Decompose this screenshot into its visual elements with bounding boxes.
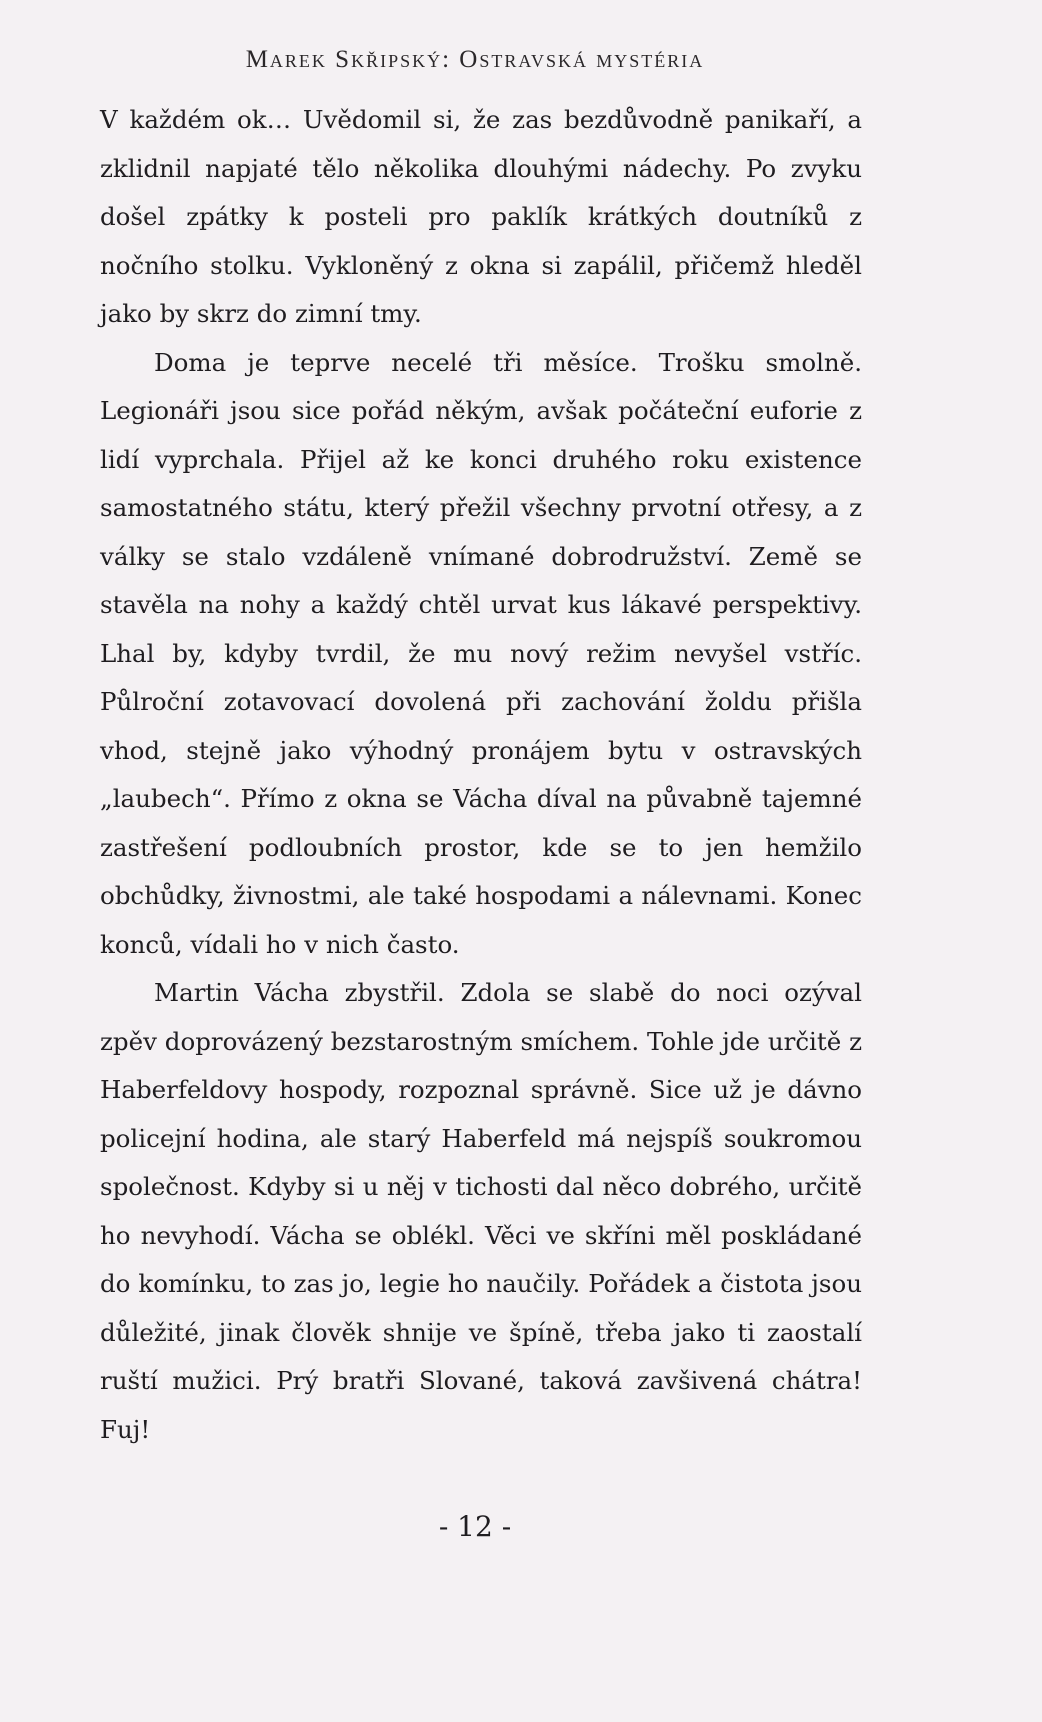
- body-text: [100, 96, 862, 1454]
- paragraph-1: V každém ok… Uvědomil si, že zas bezdůvodně panikaří, a zklidnil napjaté tělo několika dlouhými nádechy. Po zvyku došel zpátky k posteli pro paklík krátkých doutníků z nočního stolku. Vykloněný z okna si zapálil, přičemž hleděl jako by skrz do zimní tmy.: [100, 105, 862, 328]
- paragraph-3: Martin Vácha zbystřil. Zdola se slabě do noci ozýval zpěv doprovázený bezstarostným smíchem. Tohle jde určitě z Haberfeldovy hospody, rozpoznal správně. Sice už je dávno policejní hodina, ale starý Haberfeld má nejspíš soukromou společnost. Kdyby si u něj v tichosti dal něco dobrého, určitě ho nevyhodí. Vácha se oblékl. Věci ve skříni měl poskládané do komínku, to zas jo, legie ho naučily. Pořádek a čistota jsou důležité, jinak člověk shnije ve špíně, třeba jako ti zaostalí ruští mužici. Prý bratři Slované, taková zavšivená chátra! Fuj!: [100, 978, 862, 1444]
- paragraph-2: Doma je teprve necelé tři měsíce. Trošku smolně. Legionáři jsou sice pořád někým, avšak počáteční euforie z lidí vyprchala. Přijel až ke konci druhého roku existence samostatného státu, který přežil všechny prvotní otřesy, a z války se stalo vzdáleně vnímané dobrodružství. Země se stavěla na nohy a každý chtěl urvat kus lákavé perspektivy. Lhal by, kdyby tvrdil, že mu nový režim nevyšel vstříc. Půlroční zotavovací dovolená při zachování žoldu přišla vhod, stejně jako výhodný pronájem bytu v ostravských „laubech“. Přímo z okna se Vácha díval na půvabně tajemné zastřešení podloubních prostor, kde se to jen hemžilo obchůdky, živnostmi, ale také hospodami a nálevnami. Konec konců, vídali ho v nich často.: [100, 347, 862, 959]
- page-number: - 12 -: [438, 1510, 512, 1543]
- running-head: Marek Skřipský: Ostravská mystéria: [245, 46, 705, 73]
